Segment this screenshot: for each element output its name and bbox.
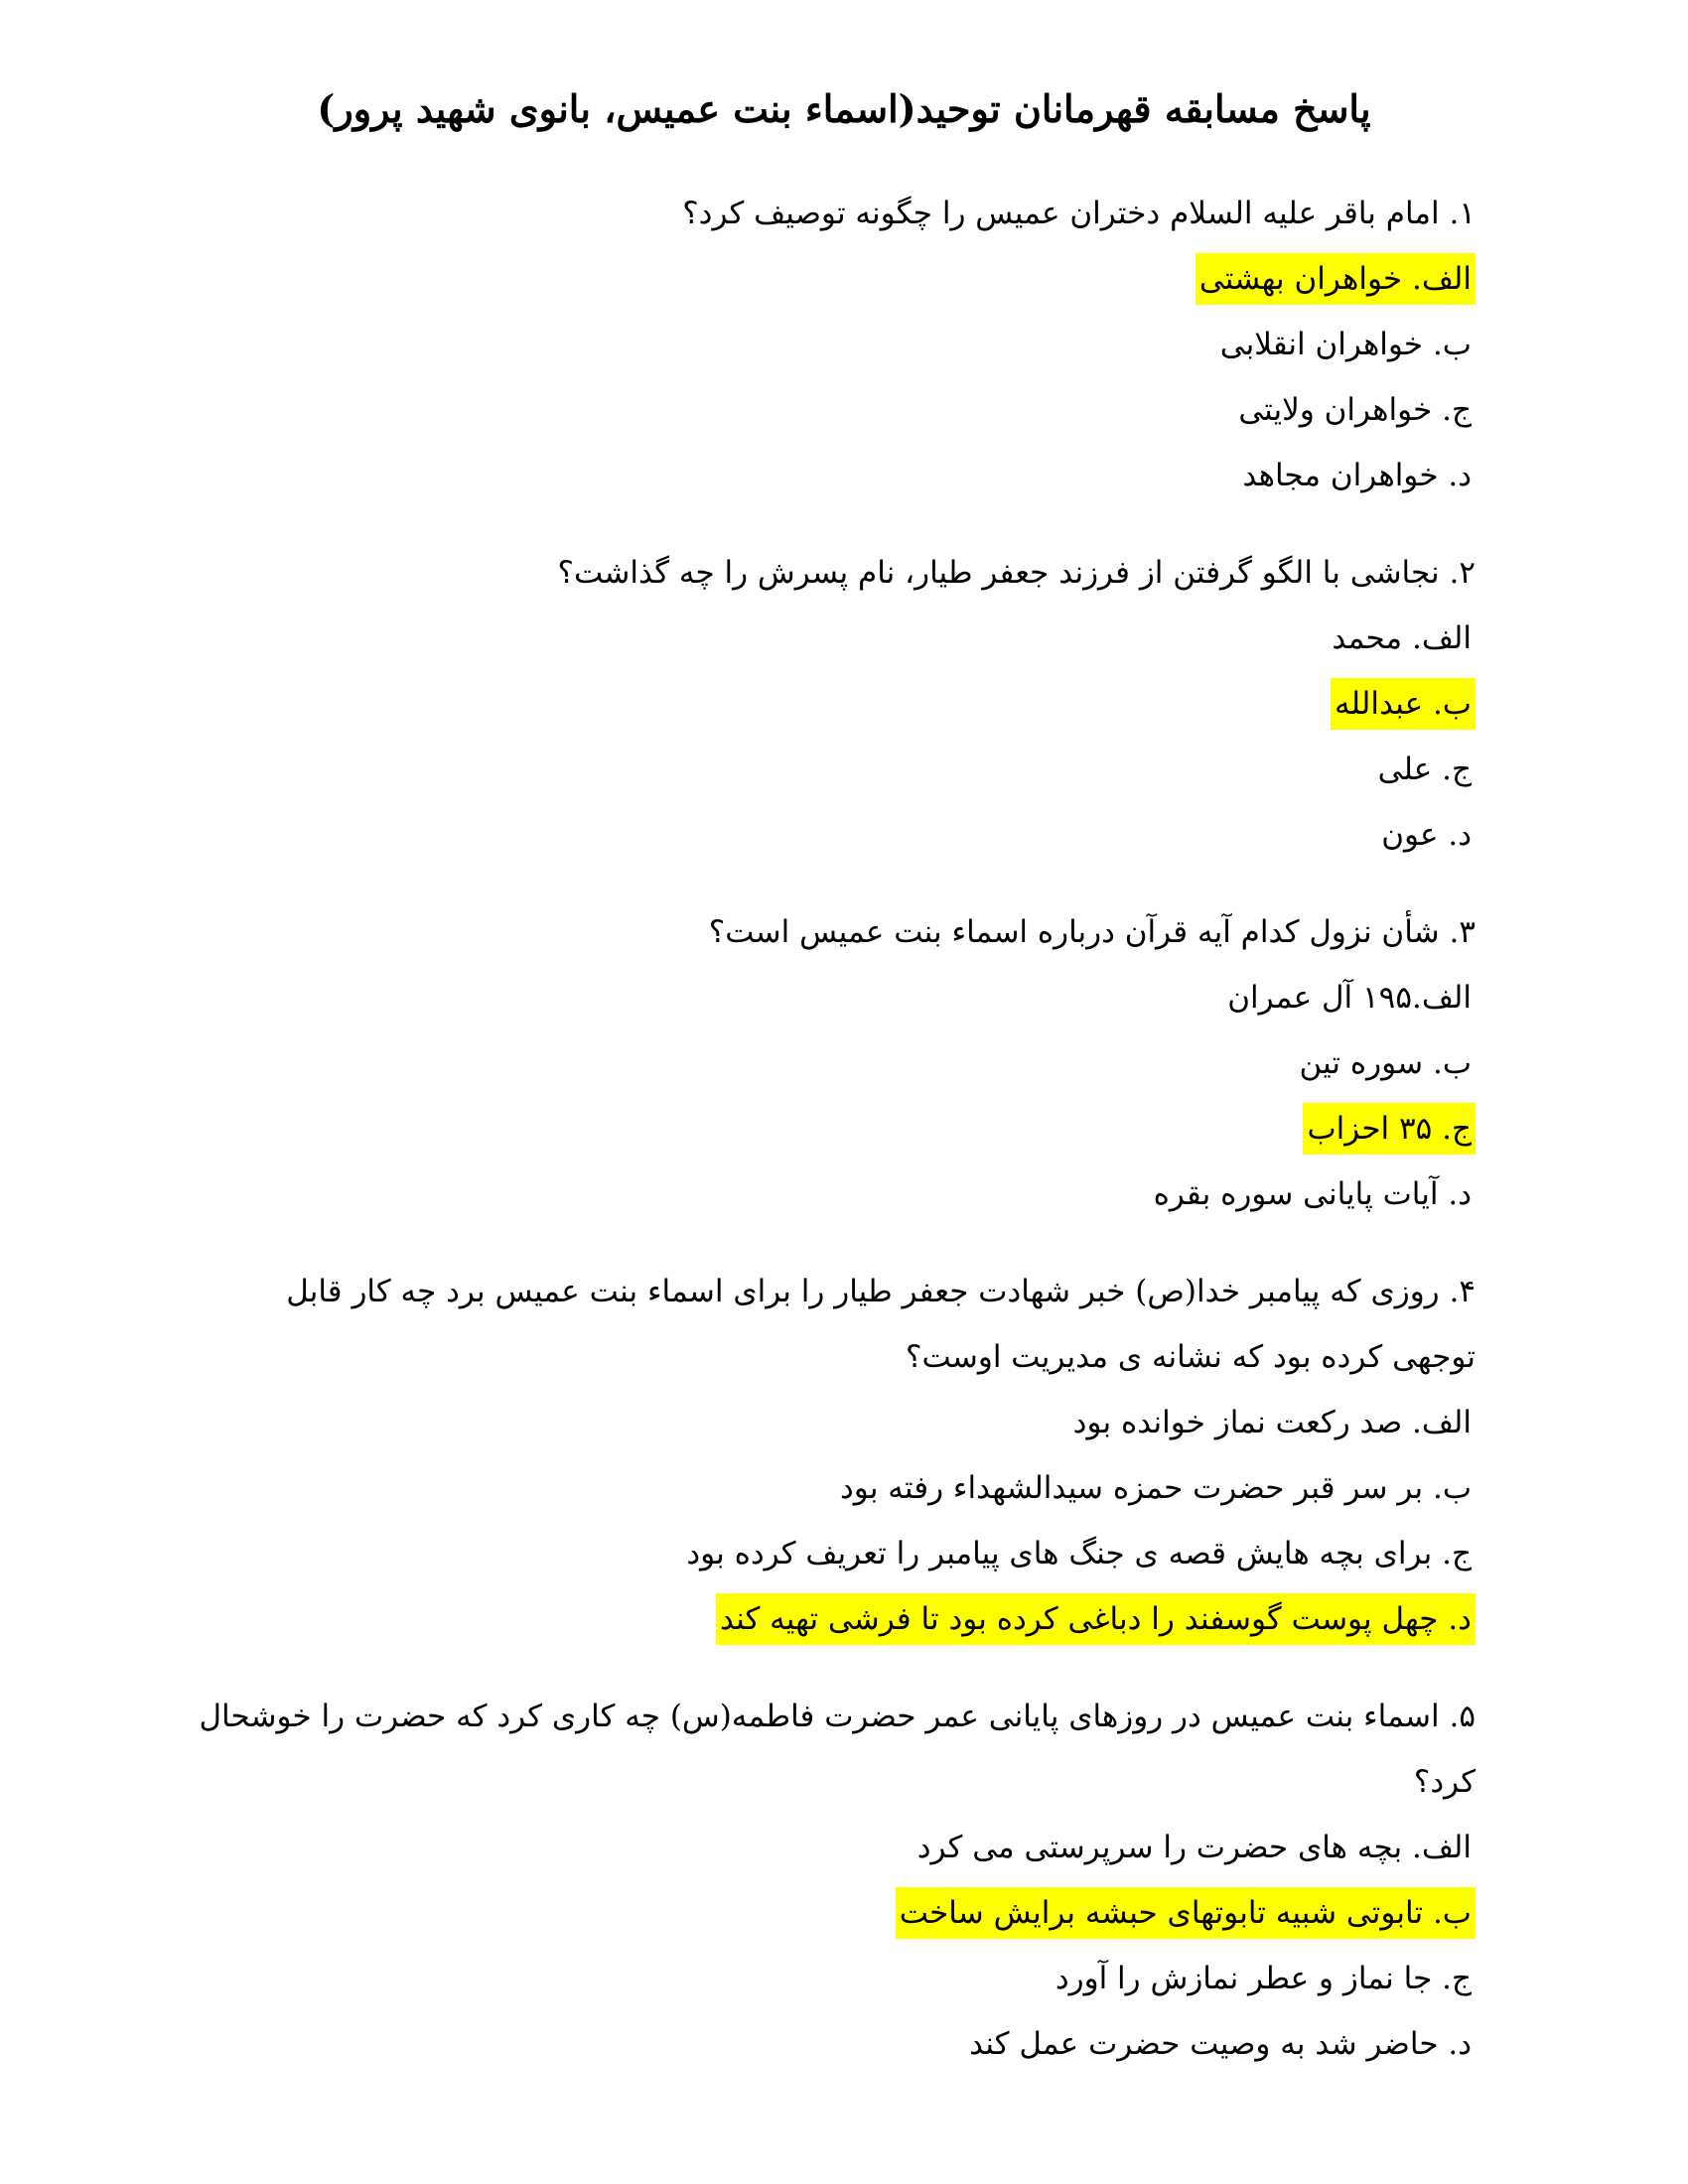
option-be-correct: [195, 1880, 1476, 1946]
option-alef: [195, 606, 1476, 671]
question-text: ۲. نجاشی با الگو گرفتن از فرزند جعفر طیار، نام پسرش را چه گذاشت؟: [557, 555, 1476, 591]
option-label: ب. بر سر قبر حضرت حمزه سیدالشهداء رفته بود: [840, 1470, 1472, 1506]
option-be: [195, 1030, 1476, 1096]
option-alef: [195, 1815, 1476, 1880]
option-label: د. حاضر شد به وصیت حضرت عمل کند: [969, 2026, 1472, 2062]
question-text: ۴. روزی که پیامبر خدا(ص) خبر شهادت جعفر طیار را برای اسماء بنت عمیس برد چه کار قابل توجهی کرده بود که نشانه ی مدیریت اوست؟: [286, 1274, 1476, 1375]
option-dal: [195, 443, 1476, 508]
question-text: ۳. شأن نزول کدام آیه قرآن درباره اسماء بنت عمیس است؟: [708, 914, 1476, 950]
option-dal-correct: [195, 1586, 1476, 1652]
question-3: [195, 899, 1476, 1227]
option-dal: [195, 802, 1476, 868]
option-label: د. خواهران مجاهد: [1242, 458, 1472, 493]
option-label: الف.۱۹۵ آل عمران: [1227, 980, 1472, 1016]
option-dal: [195, 1161, 1476, 1227]
option-jim-correct: [195, 1096, 1476, 1161]
option-label: ج. جا نماز و عطر نمازش را آورد: [1055, 1961, 1472, 1996]
option-label: ج. برای بچه هایش قصه ی جنگ های پیامبر را تعریف کرده بود: [686, 1536, 1472, 1571]
option-label: ب. عبدالله: [1331, 678, 1476, 730]
option-jim: [195, 1946, 1476, 2011]
option-alef: [195, 1390, 1476, 1455]
question-4: [195, 1259, 1476, 1652]
option-label: الف. محمد: [1332, 620, 1472, 656]
question-text: ۵. اسماء بنت عمیس در روزهای پایانی عمر حضرت فاطمه(س) چه کاری کرد که حضرت را خوشحال کرد؟: [199, 1699, 1476, 1800]
question-5: [195, 1684, 1476, 2077]
option-be: [195, 1455, 1476, 1521]
question-list: [195, 181, 1476, 2109]
option-dal: [195, 2011, 1476, 2077]
question-text: ۱. امام باقر علیه السلام دختران عمیس را چگونه توصیف کرد؟: [682, 196, 1476, 231]
option-label: ب. خواهران انقلابی: [1219, 327, 1472, 362]
option-jim: [195, 377, 1476, 443]
option-alef: [195, 965, 1476, 1030]
option-label: ج. علی: [1377, 751, 1472, 787]
page-title: پاسخ مسابقه قهرمانان توحید(اسماء بنت عمیس، بانوی شهید پرور): [317, 86, 1371, 131]
option-be: [195, 312, 1476, 377]
question-1: [195, 181, 1476, 508]
option-be-correct: [195, 671, 1476, 737]
option-label: الف. خواهران بهشتی: [1196, 253, 1476, 305]
option-label: ب. تابوتی شبیه تابوتهای حبشه برایش ساخت: [896, 1887, 1476, 1939]
option-label: الف. بچه های حضرت را سرپرستی می کرد: [916, 1830, 1472, 1865]
option-label: ج. خواهران ولایتی: [1238, 392, 1472, 428]
option-jim: [195, 1521, 1476, 1586]
option-label: ب. سوره تین: [1299, 1045, 1472, 1081]
question-2: [195, 540, 1476, 868]
option-label: د. آیات پایانی سوره بقره: [1153, 1176, 1472, 1212]
option-label: ج. ۳۵ احزاب: [1303, 1103, 1476, 1155]
option-label: د. چهل پوست گوسفند را دباغی کرده بود تا فرشی تهیه کند: [716, 1593, 1476, 1645]
option-label: د. عون: [1381, 817, 1472, 853]
option-jim: [195, 737, 1476, 802]
option-label: الف. صد رکعت نماز خوانده بود: [1072, 1405, 1472, 1440]
option-alef-correct: [195, 246, 1476, 312]
